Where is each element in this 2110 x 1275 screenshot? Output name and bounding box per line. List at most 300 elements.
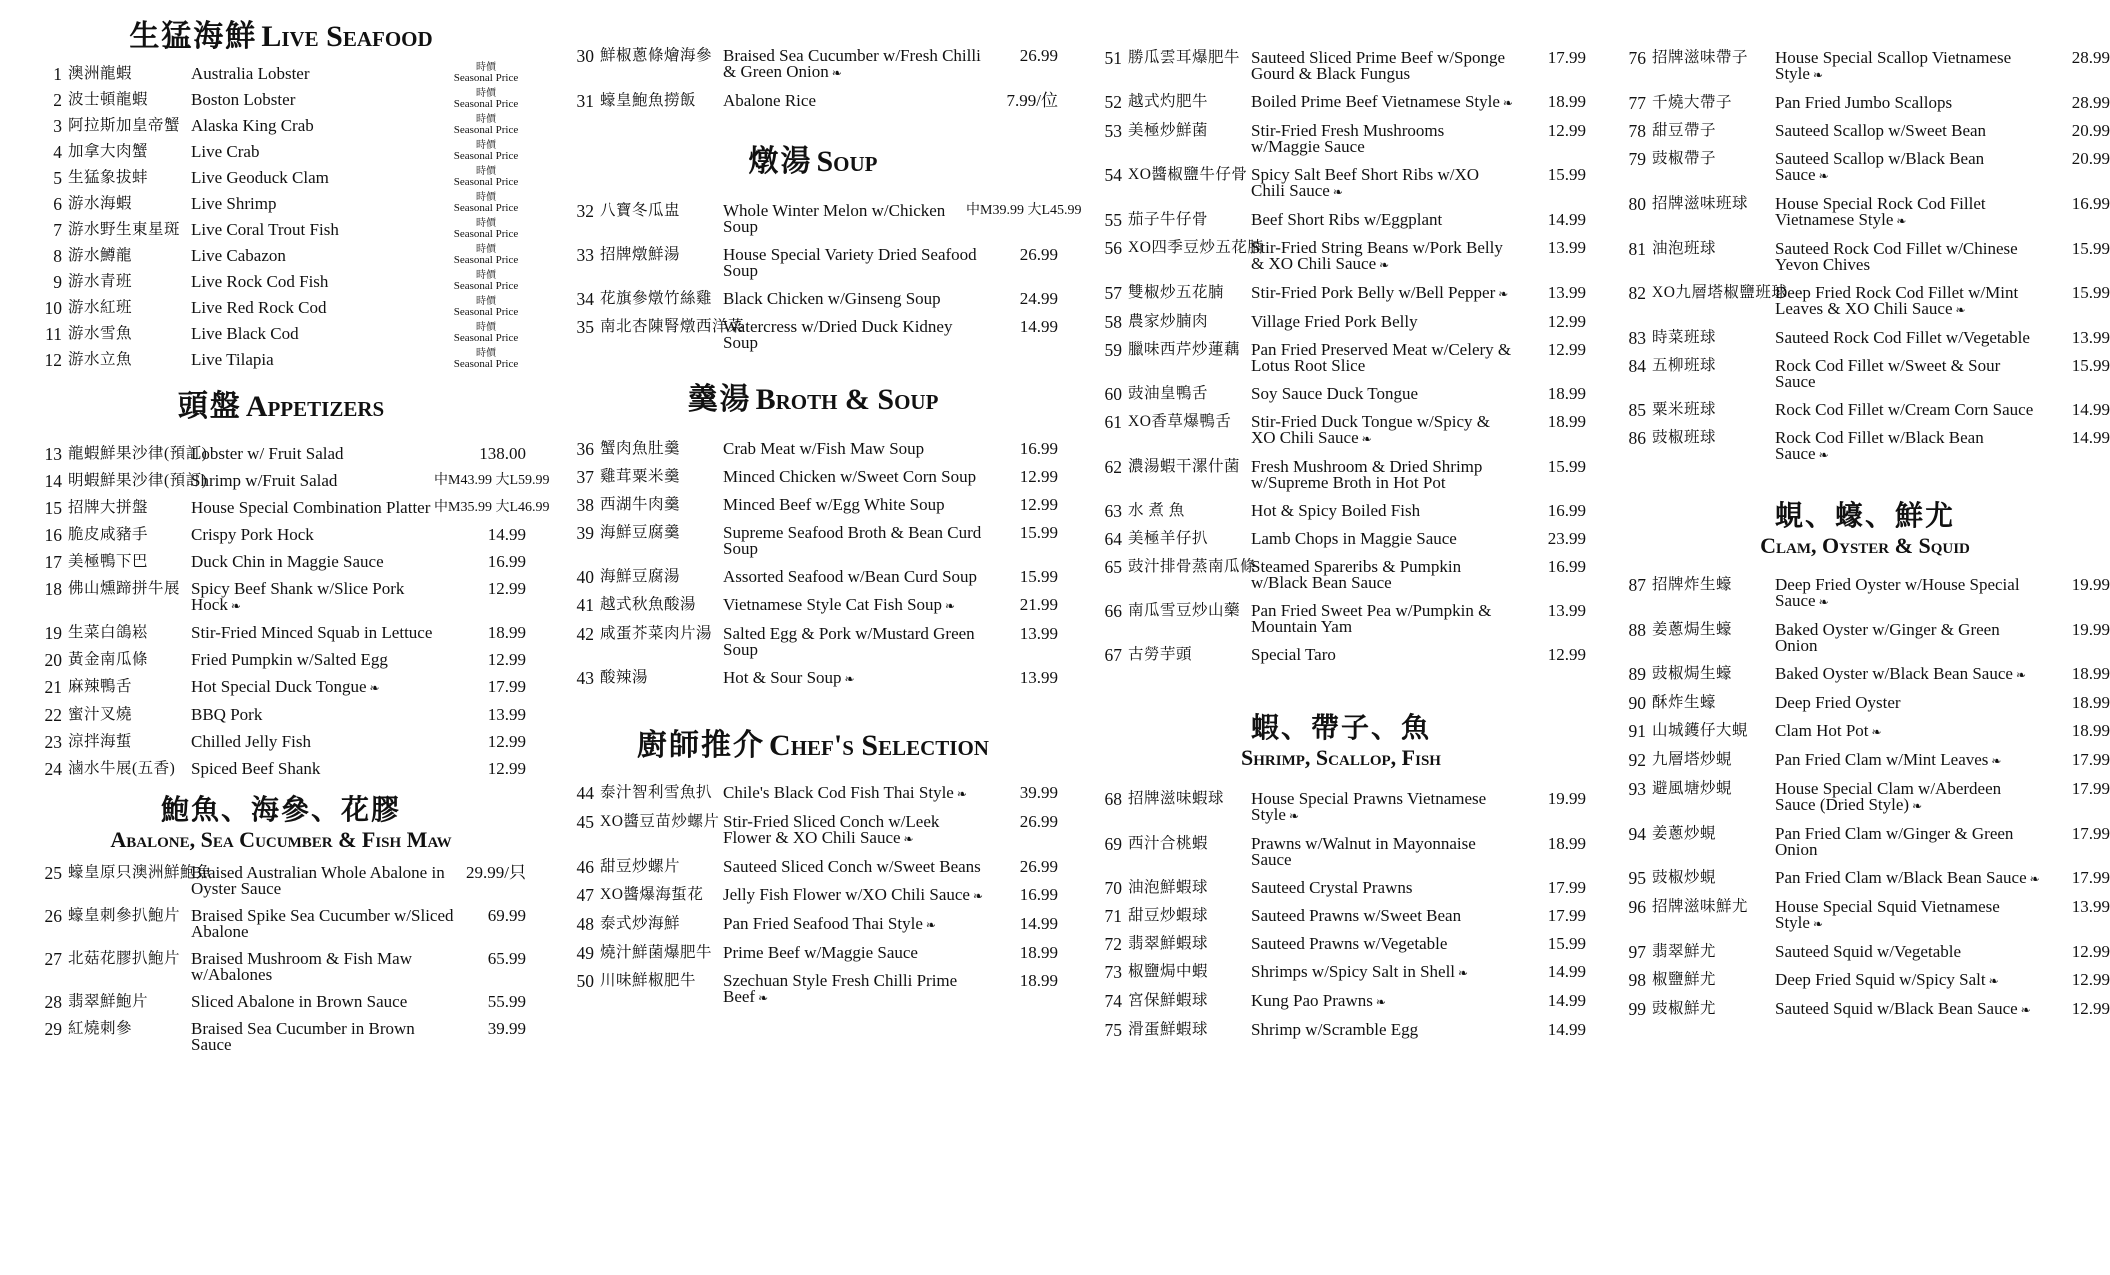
item-english-text: Hot & Spicy Boiled Fish [1251,501,1421,520]
item-english-text: Pan Fried Seafood Thai Style [723,914,923,933]
chili-icon: ❧ [2029,872,2040,886]
item-number: 56 [1104,238,1122,258]
seasonal-price-en: Seasonal Price [453,72,519,84]
menu-item[interactable] [1096,531,1586,547]
item-number: 55 [1104,210,1122,230]
item-chinese-name: 粟米班球 [1652,401,1717,418]
menu-item[interactable] [1620,577,2110,610]
item-price: 20.99 [2071,121,2110,140]
item-english-name [1775,95,2040,111]
item-number: 72 [1104,934,1122,954]
item-number: 4 [53,142,62,162]
item-english-text: Stir-Fried Duck Tongue w/Spicy & XO Chili Sauce [1251,412,1490,447]
menu-item[interactable] [1620,50,2110,83]
item-chinese-name: 甜豆帶子 [1652,122,1717,139]
menu-item[interactable] [36,192,526,214]
item-english-name [191,951,456,983]
item-number: 37 [576,467,594,487]
item-number: 58 [1104,312,1122,332]
chili-icon: ❧ [1912,799,1923,813]
item-price: 17.99 [2071,824,2110,843]
menu-item[interactable] [1620,695,2110,711]
item-english-text: Crab Meat w/Fish Maw Soup [723,439,925,458]
menu-item[interactable] [1096,459,1586,491]
item-english-name [191,446,456,462]
item-price: 12.99 [2071,999,2110,1018]
item-english-text: Live Crab [191,142,260,161]
item-number: 46 [576,857,594,877]
item-english-text: Shrimp w/Scramble Egg [1251,1020,1419,1039]
menu-item[interactable] [1096,647,1586,663]
menu-item[interactable] [36,581,526,614]
item-english-text: Fresh Mushroom & Dried Shrimp w/Supreme Broth in Hot Pot [1251,457,1483,492]
item-chinese-name: 豉油皇鴨舌 [1128,385,1209,402]
item-chinese-name: 招牌滋味蝦球 [1128,790,1225,807]
item-english-name [191,144,446,160]
menu-item[interactable] [36,994,526,1010]
seasonal-price-en: Seasonal Price [453,332,519,344]
item-number: 12 [44,350,62,370]
item-english-name [191,170,446,186]
item-english-name [191,326,446,342]
seasonal-price-en: Seasonal Price [453,358,519,370]
menu-item[interactable] [1620,723,2110,740]
item-chinese-name: 生猛象拔蚌 [68,169,149,186]
item-chinese-name: 茄子牛仔骨 [1128,211,1209,228]
item-english-name [1251,603,1516,635]
item-chinese-name: 海鮮豆腐湯 [600,568,681,585]
menu-item[interactable] [36,348,526,370]
menu-item[interactable] [1620,899,2110,932]
seasonal-price-en: Seasonal Price [453,124,519,136]
item-english-name [191,679,456,696]
item-number: 81 [1628,239,1646,259]
menu-item[interactable] [36,908,526,940]
section-title: 生猛海鮮 Live Seafood [129,20,433,53]
item-number: 68 [1104,789,1122,809]
item-chinese-name: 山城鑊仔大蜆 [1652,722,1749,739]
menu-item[interactable] [568,887,1058,904]
menu-item[interactable] [1620,666,2110,683]
section-live-seafood [36,22,526,370]
item-english-name [1251,386,1516,402]
menu-item[interactable] [36,625,526,641]
item-english-text: Sauteed Crystal Prawns [1251,878,1413,897]
item-chinese-name: 游水海蝦 [68,195,133,212]
chili-icon: ❧ [956,787,967,801]
item-chinese-name: 黃金南瓜條 [68,651,149,668]
section-soup [568,145,1082,352]
menu-item[interactable] [1096,993,1586,1010]
menu-item[interactable] [1620,402,2110,418]
item-number: 33 [576,245,594,265]
item-price: 18.99 [487,623,526,642]
seasonal-price-zh: 時價 [476,270,496,281]
menu-item[interactable] [1620,241,2110,273]
item-english-text: Lamb Chops in Maggie Sauce [1251,529,1457,548]
item-chinese-name: XO醬椒鹽牛仔骨 [1128,166,1248,183]
item-chinese-name: 豉椒炒蜆 [1652,869,1717,886]
chili-icon: ❧ [925,918,936,932]
menu-item[interactable] [36,707,526,723]
menu-item[interactable] [1096,936,1586,952]
menu-item[interactable] [1620,622,2110,654]
item-chinese-name: 姜蔥炒蜆 [1652,825,1717,842]
item-number: 65 [1104,557,1122,577]
item-price: 13.99 [1547,601,1586,620]
menu-item[interactable] [1620,826,2110,858]
item-number: 14 [44,471,62,491]
item-english-text: Minced Beef w/Egg White Soup [723,495,945,514]
item-number: 48 [576,914,594,934]
menu-item[interactable] [1620,1001,2110,1018]
item-english-text: Sliced Abalone in Brown Sauce [191,992,408,1011]
item-english-text: Spicy Salt Beef Short Ribs w/XO Chili Sauce [1251,165,1480,200]
chili-icon: ❧ [1332,185,1343,199]
item-price: 12.99 [487,759,526,778]
menu-item[interactable] [568,814,1058,847]
menu-item[interactable] [1620,870,2110,887]
menu-item[interactable] [1096,791,1586,824]
item-english-name [191,734,456,750]
item-chinese-name: XO醬豆苗炒螺片 [600,813,720,830]
menu-item[interactable] [36,88,526,110]
item-english-text: Watercress w/Dried Duck Kidney Soup [723,317,953,352]
menu-item[interactable] [568,319,1058,351]
item-chinese-name: 泰式炒海鮮 [600,915,681,932]
menu-item[interactable] [1620,330,2110,346]
menu-item[interactable] [1620,123,2110,139]
item-english-text: Stir-Fried Fresh Mushrooms w/Maggie Sauce [1251,121,1445,156]
chili-icon: ❧ [831,66,842,80]
item-chinese-name: 雞茸粟米羹 [600,468,681,485]
menu-item[interactable] [36,140,526,162]
menu-item[interactable] [568,48,1058,81]
item-chinese-name: 酥炸生蠔 [1652,694,1717,711]
menu-item[interactable] [568,945,1058,961]
item-number: 91 [1628,721,1646,741]
item-english-name [1775,50,2040,83]
menu-item[interactable] [36,244,526,266]
menu-item[interactable] [36,761,526,777]
menu-item[interactable] [568,859,1058,875]
menu-item[interactable] [36,114,526,136]
item-english-text: Hot Special Duck Tongue [191,677,367,696]
seasonal-price-zh: 時價 [476,140,496,151]
item-price: 14.99 [1019,317,1058,336]
menu-item[interactable] [1620,151,2110,184]
item-english-name [723,859,988,875]
item-chinese-name: 椒鹽鮮尤 [1652,971,1717,988]
item-english-name [1251,342,1516,374]
menu-item[interactable] [36,322,526,344]
item-english-text: Braised Sea Cucumber w/Fresh Chilli & Green Onion [723,46,981,81]
item-chinese-name: XO香草爆鴨舌 [1128,413,1232,430]
item-price: 28.99 [2071,93,2110,112]
item-english-name [191,865,456,897]
menu-item[interactable] [36,296,526,318]
menu-item[interactable] [568,291,1058,307]
menu-item[interactable] [568,785,1058,802]
item-number: 97 [1628,942,1646,962]
item-chinese-name: XO九層塔椒鹽班球 [1652,284,1788,301]
item-english-name [1775,723,2040,740]
menu-item[interactable] [36,446,526,462]
menu-item[interactable] [568,201,1082,236]
item-english-name [191,500,434,516]
section-title: 蝦、帶子、魚 Shrimp, Scallop, Fish [1241,713,1441,770]
item-number: 27 [44,949,62,969]
item-number: 18 [44,579,62,599]
menu-item[interactable] [36,865,526,897]
item-english-name [723,945,988,961]
item-price: 17.99 [1547,878,1586,897]
menu-item[interactable] [1096,603,1586,635]
item-number: 78 [1628,121,1646,141]
menu-item[interactable] [1620,972,2110,989]
item-english-text: Jelly Fish Flower w/XO Chili Sauce [723,885,970,904]
item-english-name [191,761,456,777]
item-price: 12.99 [487,732,526,751]
item-chinese-name: 西汁合桃蝦 [1128,835,1209,852]
chili-icon: ❧ [1818,448,1829,462]
item-price: 18.99 [1547,384,1586,403]
menu-item[interactable] [1096,386,1586,402]
item-chinese-name: 招牌滋味班球 [1652,195,1749,212]
item-number: 22 [44,705,62,725]
item-number: 79 [1628,149,1646,169]
menu-item[interactable] [1096,285,1586,302]
item-english-name [1251,531,1516,547]
item-english-name [1775,430,2040,463]
item-chinese-name: 佛山燻蹄拼牛展 [68,580,181,597]
item-chinese-name: 姜蔥焗生蠔 [1652,621,1733,638]
item-price: 15.99 [1547,457,1586,476]
item-number: 16 [44,525,62,545]
seasonal-price-en: Seasonal Price [453,98,519,110]
menu-item[interactable] [36,62,526,84]
menu-item[interactable] [568,973,1058,1006]
item-english-text: Sauteed Scallop w/Black Bean Sauce [1775,149,1985,184]
item-price: 39.99 [1019,783,1058,802]
menu-item[interactable] [36,734,526,750]
menu-item[interactable] [568,497,1058,513]
item-number: 24 [44,759,62,779]
item-number: 36 [576,439,594,459]
item-chinese-name: 雙椒炒五花腩 [1128,284,1225,301]
seasonal-price-zh: 時價 [476,166,496,177]
item-english-name [723,203,966,235]
chili-icon: ❧ [1991,754,2002,768]
menu-item[interactable] [36,951,526,983]
menu-item[interactable] [568,626,1058,658]
menu-item[interactable] [1096,836,1586,868]
item-number: 77 [1628,93,1646,113]
item-english-name [1251,880,1516,896]
menu-item[interactable] [36,527,526,543]
seasonal-price-zh: 時價 [476,348,496,359]
item-price: 13.99 [1019,668,1058,687]
item-english-name [1775,1001,2040,1018]
item-price: 13.99 [1547,283,1586,302]
item-english-text: Deep Fried Rock Cod Fillet w/Mint Leaves & XO Chili Sauce [1775,283,2019,318]
item-price: 28.99 [2071,48,2110,67]
menu-item[interactable] [1620,430,2110,463]
menu-item[interactable] [1096,342,1586,374]
item-english-name [1775,695,2040,711]
menu-item[interactable] [1620,358,2110,390]
chili-icon: ❧ [1812,917,1824,931]
item-english-text: Live Shrimp [191,194,277,213]
menu-item[interactable] [568,670,1058,687]
section-title: 蜆、蠔、鮮尤 Clam, Oyster & Squid [1760,501,1970,558]
menu-item[interactable] [568,569,1058,585]
menu-item[interactable] [1096,414,1586,447]
seasonal-price [446,88,526,110]
chili-icon: ❧ [2015,668,2026,682]
seasonal-price-zh: 時價 [476,296,496,307]
menu-item[interactable] [568,469,1058,485]
item-english-text: Rock Cod Fillet w/Black Bean Sauce [1775,428,1984,463]
item-price: 21.99 [1019,595,1058,614]
chili-icon: ❧ [1955,303,1966,317]
section-title: 羹湯 Broth & Soup [687,383,939,416]
item-number: 52 [1104,92,1122,112]
item-chinese-name: 豉椒焗生蠔 [1652,665,1733,682]
menu-column-2 [568,22,1082,1018]
menu-item[interactable] [1096,50,1586,82]
item-number: 11 [45,324,62,344]
item-price: 14.99 [2071,428,2110,447]
menu-item[interactable] [568,441,1058,457]
item-number: 10 [44,298,62,318]
menu-item[interactable] [1096,964,1586,981]
menu-item[interactable] [1620,944,2110,960]
item-english-name [1251,123,1516,155]
seasonal-price [446,348,526,370]
menu-item[interactable] [568,916,1058,933]
item-english-text: Spiced Beef Shank [191,759,321,778]
item-english-name [1775,241,2040,273]
item-english-text: Alaska King Crab [191,116,314,135]
menu-item[interactable] [36,471,550,491]
menu-item[interactable] [568,93,1058,109]
menu-item[interactable] [36,166,526,188]
item-english-name [723,497,988,513]
item-price: 12.99 [1547,312,1586,331]
item-english-text: Hot & Sour Soup [723,668,842,687]
item-number: 84 [1628,356,1646,376]
item-english-text: Clam Hot Pot [1775,721,1869,740]
item-price: 18.99 [2071,693,2110,712]
menu-item[interactable] [1096,908,1586,924]
item-english-name [1775,358,2040,390]
menu-item[interactable] [36,679,526,696]
item-english-name [1775,402,2040,418]
menu-item[interactable] [1620,752,2110,769]
menu-item[interactable] [1096,503,1586,519]
chili-icon: ❧ [1379,258,1390,272]
item-chinese-name: 水 煮 魚 [1128,502,1185,519]
menu-item[interactable] [36,270,526,292]
menu-item[interactable] [568,247,1058,279]
item-english-text: Deep Fried Squid w/Spicy Salt [1775,970,1986,989]
item-english-text: Live Geoduck Clam [191,168,329,187]
item-english-name [191,1021,456,1053]
menu-item[interactable] [568,525,1058,557]
item-chinese-name: 北菇花膠扒鮑片 [68,950,181,967]
menu-item[interactable] [36,554,526,570]
item-price: 16.99 [1019,885,1058,904]
menu-item[interactable] [36,498,550,518]
item-number: 87 [1628,575,1646,595]
item-number: 54 [1104,165,1122,185]
item-english-name [191,554,456,570]
menu-item[interactable] [1620,196,2110,229]
item-number: 38 [576,495,594,515]
item-english-text: Vietnamese Style Cat Fish Soup [723,595,943,614]
item-english-name [1251,414,1516,447]
item-chinese-name: 甜豆炒蝦球 [1128,907,1209,924]
menu-item[interactable] [1620,95,2110,111]
item-english-text: Chile's Black Cod Fish Thai Style [723,783,954,802]
item-english-text: Braised Mushroom & Fish Maw w/Abalones [191,949,412,984]
item-english-text: Live Cabazon [191,246,286,265]
menu-item[interactable] [1620,781,2110,814]
item-price: 19.99 [2071,620,2110,639]
menu-item[interactable] [36,218,526,240]
menu-item[interactable] [1096,880,1586,896]
section-clam [1620,503,2110,1018]
menu-column-3 [1096,22,1586,1050]
menu-item[interactable] [568,597,1058,614]
item-chinese-name: 油泡班球 [1652,240,1717,257]
menu-item[interactable] [36,652,526,668]
item-price: 23.99 [1547,529,1586,548]
menu-item[interactable] [1620,285,2110,318]
item-chinese-name: 澳洲龍蝦 [68,65,133,82]
item-chinese-name: 五柳班球 [1652,357,1717,374]
item-number: 43 [576,668,594,688]
item-english-text: Pan Fried Clam w/Black Bean Sauce [1775,868,2027,887]
item-chinese-name: 越式灼肥牛 [1128,93,1209,110]
menu-item[interactable] [1096,94,1586,111]
item-price: 16.99 [1019,439,1058,458]
item-number: 40 [576,567,594,587]
item-chinese-name: 美極羊仔扒 [1128,530,1209,547]
menu-item[interactable] [1096,167,1586,200]
menu-item[interactable] [1096,123,1586,155]
menu-item[interactable] [1096,1022,1586,1038]
item-english-name [1251,50,1516,82]
menu-item[interactable] [1096,212,1586,228]
menu-item[interactable] [1096,240,1586,273]
item-english-name [1775,826,2040,858]
item-english-name [1251,314,1516,330]
menu-item[interactable] [36,1021,526,1053]
menu-item[interactable] [1096,559,1586,591]
item-english-text: Special Taro [1251,645,1336,664]
item-chinese-name: 九層塔炒蜆 [1652,751,1733,768]
item-price: 17.99 [2071,750,2110,769]
item-english-name [191,300,446,316]
item-chinese-name: 滑蛋鮮蝦球 [1128,1021,1209,1038]
menu-item[interactable] [1096,314,1586,330]
chili-icon: ❧ [1818,595,1829,609]
item-chinese-name: 涼拌海蜇 [68,733,133,750]
item-price: 16.99 [1547,501,1586,520]
item-english-name [191,92,446,108]
